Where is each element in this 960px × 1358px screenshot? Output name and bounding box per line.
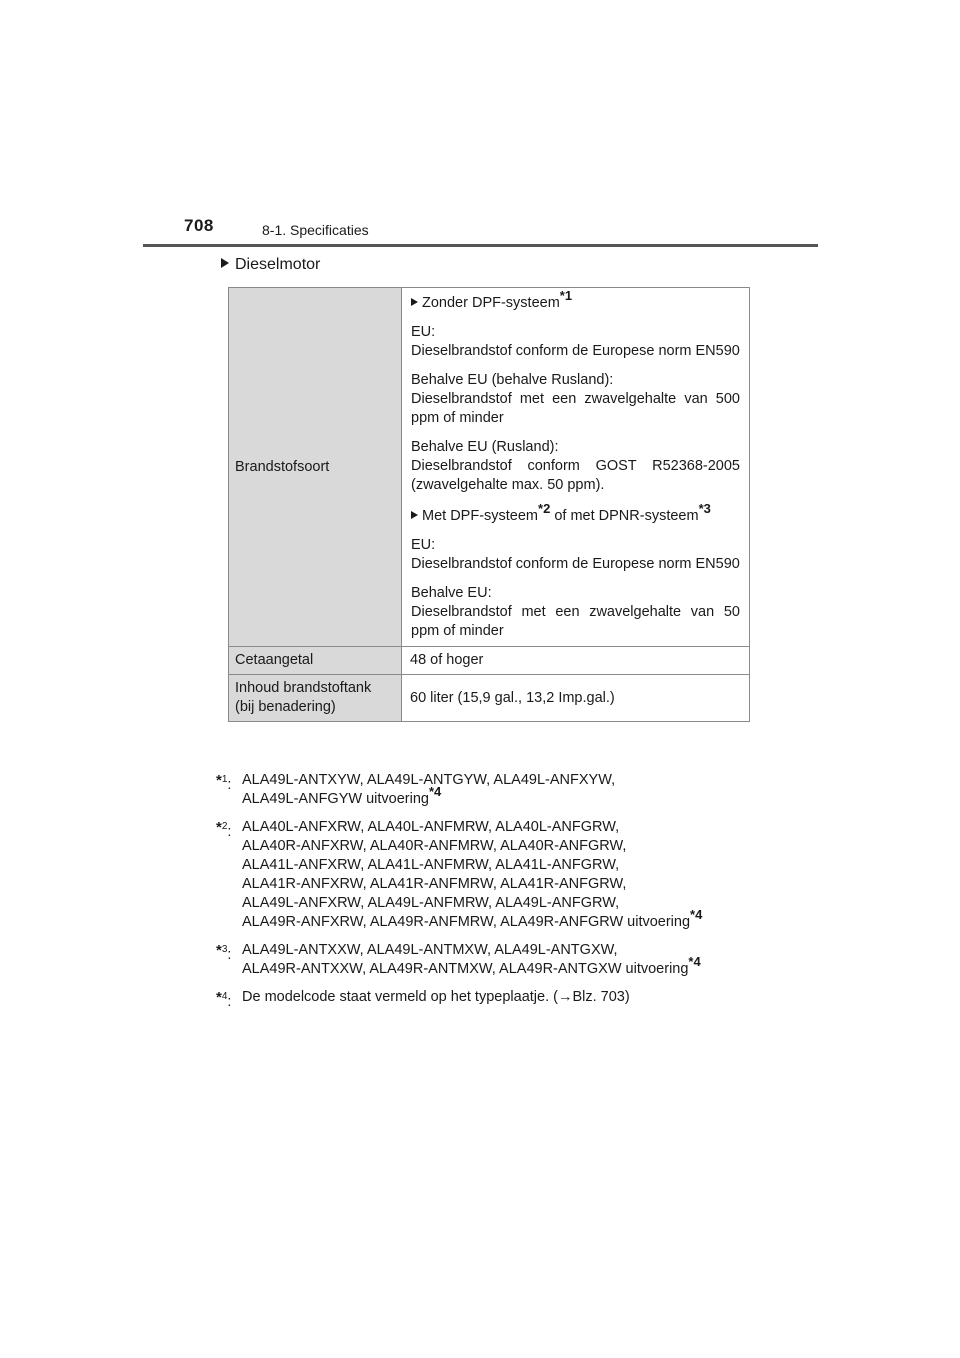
eu2-label: EU: — [411, 537, 436, 553]
section-title: 8-1. Specificaties — [262, 222, 369, 238]
footnote-item — [216, 818, 776, 932]
arrow-right-icon — [411, 298, 418, 306]
arrow-right-icon — [221, 258, 229, 268]
eu2-text: Dieselbrandstof conform de Europese norm EN590 — [411, 556, 740, 572]
non-eu2-text: Dieselbrandstof met een zwavelgehalte van 50 ppm of minder — [411, 604, 740, 639]
with-dpf-heading-text: Met DPF-systeem — [422, 508, 539, 524]
cetane-value: 48 of hoger — [402, 647, 750, 675]
non-eu2-label: Behalve EU: — [411, 585, 492, 601]
spec-table — [228, 287, 750, 722]
table-row-tank — [229, 675, 750, 722]
non-eu2-spec — [411, 584, 740, 641]
tank-label — [229, 675, 402, 722]
russia-label: Behalve EU (Rusland): — [411, 439, 559, 455]
without-dpf-heading-text: Zonder DPF-systeem — [422, 295, 560, 311]
footnote-number: 3 — [221, 944, 228, 955]
footnote-ref: *4 — [688, 954, 701, 969]
footnote-line: ALA49L-ANFXRW, ALA49L-ANFMRW, ALA49L-ANFGRW, — [242, 895, 620, 911]
footnote-line: ALA49L-ANTXYW, ALA49L-ANTGYW, ALA49L-ANFXYW, — [242, 772, 616, 788]
footnote-mark — [216, 818, 242, 932]
footnote-line: ALA49L-ANTXXW, ALA49L-ANTMXW, ALA49L-ANTGXW, — [242, 942, 618, 958]
footnote-mark — [216, 941, 242, 979]
footnote-ref: *4 — [428, 784, 442, 799]
russia-spec — [411, 438, 740, 495]
footnote-number: 2 — [221, 821, 228, 832]
footnote-line: ALA40L-ANFXRW, ALA40L-ANFMRW, ALA40L-ANFGRW, — [242, 819, 620, 835]
footnote-star: * — [216, 989, 222, 1006]
eu2-spec — [411, 536, 740, 574]
footnote-star: * — [216, 819, 222, 836]
footnote-item — [216, 988, 776, 1012]
footnote-star: * — [216, 772, 222, 789]
footnote-colon: : — [227, 947, 232, 963]
table-row-cetane — [229, 647, 750, 675]
subsection-title-text: Dieselmotor — [235, 256, 321, 273]
table-row-fuel-type — [229, 288, 750, 647]
footnote-text — [242, 988, 776, 1012]
arrow-right-icon — [411, 511, 418, 519]
non-eu-excl-russia-label: Behalve EU (behalve Rusland): — [411, 372, 614, 388]
footnote-ref: *3 — [698, 501, 711, 516]
footnote-line: ALA41L-ANFXRW, ALA41L-ANFMRW, ALA41L-ANFGRW, — [242, 857, 620, 873]
footnote-item — [216, 771, 776, 809]
eu-text: Dieselbrandstof conform de Europese norm EN590 — [411, 343, 740, 359]
without-dpf-heading — [411, 288, 740, 313]
non-eu-excl-russia-text: Dieselbrandstof met een zwavelgehalte van 500 ppm of minder — [411, 391, 740, 426]
footnote-text — [242, 818, 776, 932]
subsection-title — [221, 256, 320, 274]
header-divider — [143, 244, 818, 247]
footnote-mark — [216, 771, 242, 809]
footnote-colon: : — [227, 777, 232, 793]
footnote-star: * — [216, 942, 222, 959]
footnote-colon: : — [227, 824, 232, 840]
eu-spec — [411, 323, 740, 361]
with-dpnr-heading-text: of met DPNR-systeem — [554, 508, 699, 524]
footnote-item — [216, 941, 776, 979]
tank-label-line1: Inhoud brandstoftank — [235, 680, 372, 696]
with-dpf-heading — [411, 501, 740, 526]
footnote-line: ALA49R-ANTXXW, ALA49R-ANTMXW, ALA49R-ANTGXW uitvoering$^{*4}$ — [242, 954, 701, 977]
footnote-line: ALA49L-ANFGYW uitvoering$^{*4}$ — [242, 784, 442, 807]
footnote-text — [242, 771, 776, 809]
footnote-line: ALA40R-ANFXRW, ALA40R-ANFMRW, ALA40R-ANFGRW, — [242, 838, 627, 854]
fuel-type-label: Brandstofsoort — [229, 288, 402, 647]
footnote-ref: *1 — [559, 288, 573, 303]
fuel-type-value — [402, 288, 750, 647]
footnote-ref: *4 — [690, 907, 703, 922]
footnote-text — [242, 941, 776, 979]
footnote-number: 1 — [221, 774, 228, 785]
tank-value: 60 liter (15,9 gal., 13,2 Imp.gal.) — [402, 675, 750, 722]
eu-label: EU: — [411, 324, 436, 340]
footnote-colon: : — [227, 994, 232, 1010]
russia-text: Dieselbrandstof conform GOST R52368-2005 (zwavelgehalte max. 50 ppm). — [411, 458, 740, 493]
footnote-ref: *2 — [538, 501, 551, 516]
footnotes — [216, 771, 776, 1021]
non-eu-excl-russia-spec — [411, 371, 740, 428]
footnote-mark — [216, 988, 242, 1012]
footnote-number: 4 — [221, 991, 228, 1002]
footnote-line: De modelcode staat vermeld op het typeplaatje. (→Blz. 703) — [242, 989, 630, 1005]
footnote-line: ALA49R-ANFXRW, ALA49R-ANFMRW, ALA49R-ANFGRW uitvoering$^{*4}$ — [242, 907, 703, 930]
footnote-line: ALA41R-ANFXRW, ALA41R-ANFMRW, ALA41R-ANFGRW, — [242, 876, 627, 892]
cetane-label: Cetaangetal — [229, 647, 402, 675]
page-number: 708 — [184, 216, 214, 235]
tank-label-line2: (bij benadering) — [235, 699, 336, 715]
